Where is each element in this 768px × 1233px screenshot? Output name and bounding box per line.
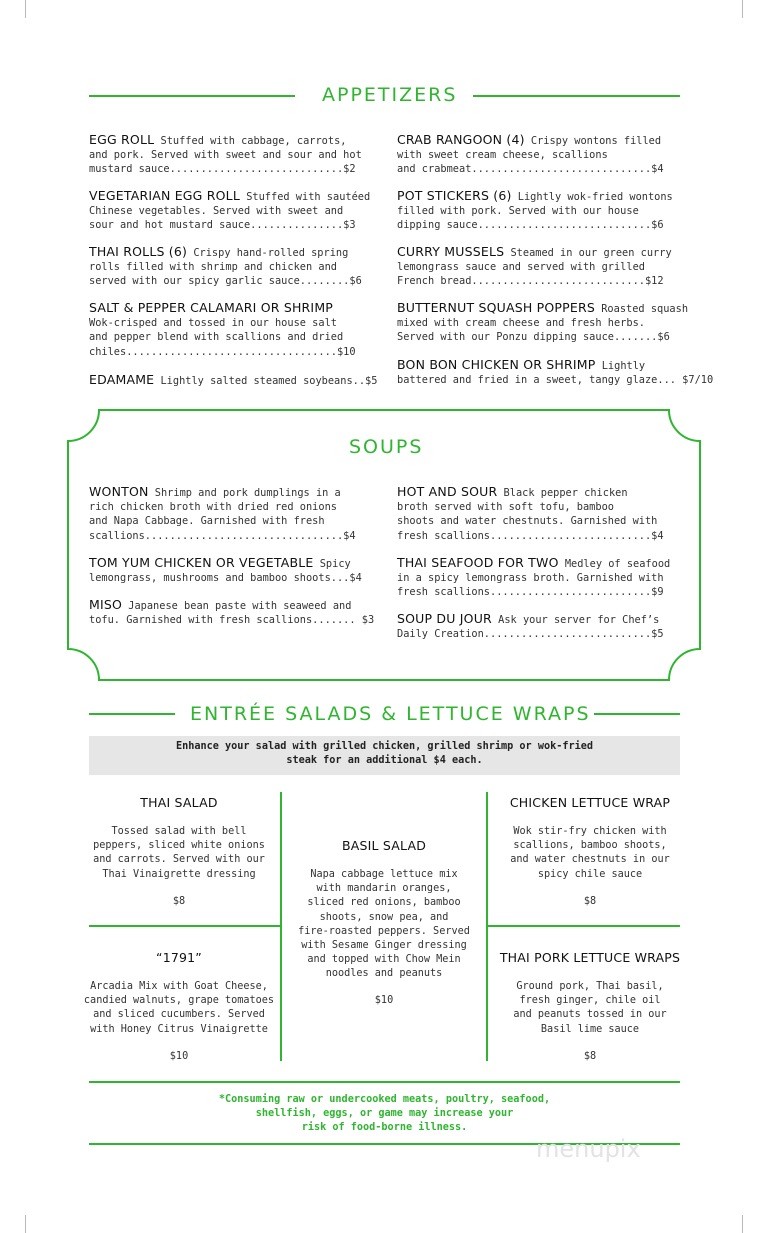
basil-salad-desc: Napa cabbage lettuce mix with mandarin oranges, sliced red onions, bamboo shoots, snow pea, and fire-roasted peppers. Served with Sesame Ginger dressing and topped with Chow Mein noodles and peanuts — [298, 869, 470, 980]
grid-divider — [280, 792, 282, 1061]
grid-divider — [89, 925, 280, 927]
menu-item-tom-yum: TOM YUM CHICKEN OR VEGETABLE Spicy lemongrass, mushrooms and bamboo shoots...$4 — [89, 555, 362, 585]
salads-rule-right — [594, 713, 680, 715]
salad-1791-title: “1791” — [156, 950, 202, 965]
menu-item-thai-seafood: THAI SEAFOOD FOR TWO Medley of seafood in a spicy lemongrass broth. Garnished with fresh scallions..........................$9 — [397, 555, 671, 599]
pork-wrap-price: $8 — [583, 1051, 597, 1062]
pork-wrap-desc: Ground pork, Thai basil, fresh ginger, chile oil and peanuts tossed in our Basil lime sauce — [513, 981, 667, 1035]
menu-item-squash-poppers: BUTTERNUT SQUASH POPPERS Roasted squash mixed with cream cheese and fresh herbs. Served with our Ponzu dipping sauce.......$6 — [397, 300, 689, 344]
menu-item-edamame: EDAMAME Lightly salted steamed soybeans..$5 — [89, 372, 378, 387]
chicken-wrap-title: CHICKEN LETTUCE WRAP — [509, 795, 671, 810]
basil-salad-title: BASIL SALAD — [341, 838, 427, 853]
item-name: WONTON — [89, 484, 149, 499]
menu-item-miso: MISO Japanese bean paste with seaweed and tofu. Garnished with fresh scallions....... $3 — [89, 597, 375, 627]
item-name: SOUP DU JOUR — [397, 611, 492, 626]
menu-item-soup-du-jour: SOUP DU JOUR Ask your server for Chef’s Daily Creation...........................$5 — [397, 611, 664, 641]
basil-salad-price: $10 — [374, 995, 394, 1006]
menu-item-calamari: SALT & PEPPER CALAMARI OR SHRIMP Wok-crisped and tossed in our house salt and pepper blend with scallions and dried chiles..................................$10 — [89, 300, 356, 358]
item-name: EGG ROLL — [89, 132, 155, 147]
watermark: menupix — [536, 1135, 641, 1163]
item-name: EDAMAME — [89, 372, 155, 387]
item-name: THAI SEAFOOD FOR TWO — [397, 555, 559, 570]
menu-item-bon-bon: BON BON CHICKEN OR SHRIMP Lightly battered and fried in a sweet, tangy glaze... $7/10 — [397, 357, 714, 387]
grid-divider — [488, 925, 680, 927]
item-name: VEGETARIAN EGG ROLL — [89, 188, 240, 203]
menu-item-egg-roll: EGG ROLL Stuffed with cabbage, carrots, and pork. Served with sweet and sour and hot mustard sauce............................$2 — [89, 132, 362, 176]
salad-1791-desc: Arcadia Mix with Goat Cheese, candied walnuts, grape tomatoes and sliced cucumbers. Served with Honey Citrus Vinaigrette — [83, 981, 275, 1035]
menu-item-vegetarian-egg-roll: VEGETARIAN EGG ROLL Stuffed with sautéed Chinese vegetables. Served with sweet and sour and hot mustard sauce...............$3 — [89, 188, 371, 232]
menu-item-pot-stickers: POT STICKERS (6) Lightly wok-fried wontons filled with pork. Served with our house dipping sauce............................$6 — [397, 188, 673, 232]
food-safety-warning: *Consuming raw or undercooked meats, poultry, seafood, shellfish, eggs, or game may increase your risk of food-borne illness. — [218, 1094, 551, 1134]
appetizers-title: APPETIZERS — [322, 84, 458, 106]
item-name: HOT AND SOUR — [397, 484, 498, 499]
crop-mark — [742, 1215, 743, 1233]
thai-salad-title: THAI SALAD — [140, 795, 218, 810]
salads-title: ENTRÉE SALADS & LETTUCE WRAPS — [190, 703, 591, 725]
crop-mark — [25, 1215, 26, 1233]
item-name: BON BON CHICKEN OR SHRIMP — [397, 357, 596, 372]
menu-item-wonton: WONTON Shrimp and pork dumplings in a rich chicken broth with dried red onions and Napa Cabbage. Garnished with fresh scallions................................$4 — [89, 484, 356, 542]
menu-item-hot-and-sour: HOT AND SOUR Black pepper chicken broth served with soft tofu, bamboo shoots and water chestnuts. Garnished with fresh scallions..........................$4 — [397, 484, 664, 542]
enhance-note: Enhance your salad with grilled chicken, grilled shrimp or wok-fried steak for an additional $4 each. — [89, 736, 680, 775]
menu-item-thai-rolls: THAI ROLLS (6) Crispy hand-rolled spring rolls filled with shrimp and chicken and served with our spicy garlic sauce........$6 — [89, 244, 362, 288]
thai-salad-desc: Tossed salad with bell peppers, sliced white onions and carrots. Served with our Thai Vinaigrette dressing — [93, 826, 265, 880]
item-name: BUTTERNUT SQUASH POPPERS — [397, 300, 596, 315]
item-name: TOM YUM CHICKEN OR VEGETABLE — [89, 555, 314, 570]
salad-1791-price: $10 — [169, 1051, 189, 1062]
pork-wrap-title: THAI PORK LETTUCE WRAPS — [499, 950, 681, 965]
item-name: SALT & PEPPER CALAMARI OR SHRIMP — [89, 300, 334, 315]
menu-item-curry-mussels: CURRY MUSSELS Steamed in our green curry lemongrass sauce and served with grilled French bread............................$12 — [397, 244, 672, 288]
soups-title: SOUPS — [349, 436, 424, 458]
menu-item-crab-rangoon: CRAB RANGOON (4) Crispy wontons filled with sweet cream cheese, scallions and crabmeat.............................$4 — [397, 132, 664, 176]
item-name: POT STICKERS (6) — [397, 188, 512, 203]
thai-salad-price: $8 — [172, 896, 186, 907]
warning-rule-top — [89, 1081, 680, 1083]
salads-rule-left — [89, 713, 175, 715]
item-name: CURRY MUSSELS — [397, 244, 505, 259]
item-name: MISO — [89, 597, 123, 612]
chicken-wrap-desc: Wok stir-fry chicken with scallions, bamboo shoots, and water chestnuts in our spicy chile sauce — [510, 826, 670, 880]
item-name: CRAB RANGOON (4) — [397, 132, 525, 147]
chicken-wrap-price: $8 — [583, 896, 597, 907]
item-name: THAI ROLLS (6) — [89, 244, 188, 259]
